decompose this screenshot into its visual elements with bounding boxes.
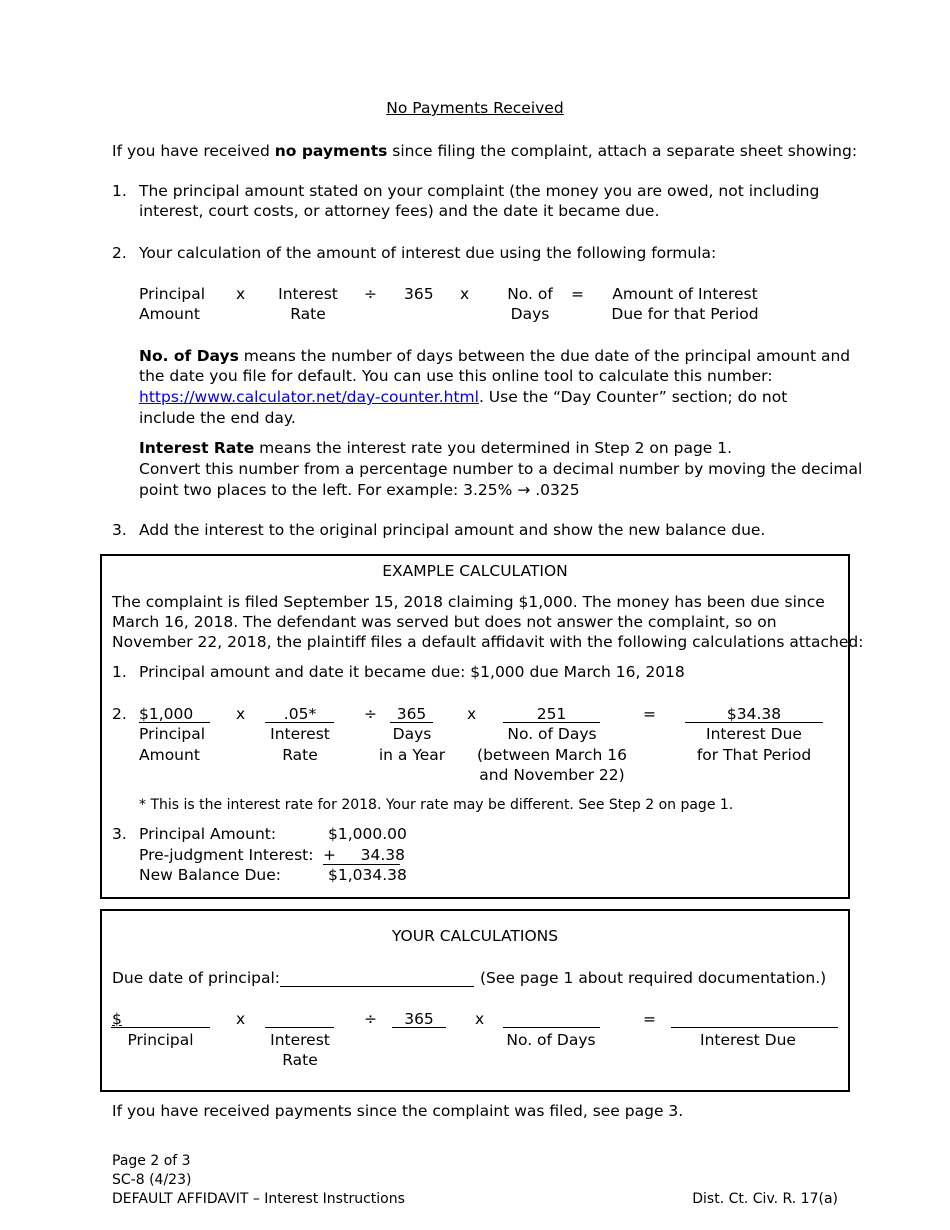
interest-rate-line [265,1027,334,1028]
formula-days-1: No. of [507,285,553,303]
rate-definition-line-1 [139,438,732,458]
example-principal-label-2: Amount [139,746,200,764]
formula-principal-1: Principal [139,285,206,303]
example-days-year-value: 365 [396,705,427,723]
days-definition-line-3 [139,387,787,407]
example-heading: EXAMPLE CALCULATION [382,562,568,580]
days-term: No. of Days [139,347,239,365]
example-para-line-1: The complaint is filed September 15, 2018 claiming $1,000. The money has been due since [112,593,825,611]
formula-divide: ÷ [364,285,377,303]
formula-result-2: Due for that Period [611,305,759,323]
new-balance-label: New Balance Due: [139,866,281,884]
example-step-3-number: 3. [112,825,127,843]
example-result-line [685,722,823,723]
example-rate-line [265,722,334,723]
your-times-1: x [236,1010,246,1028]
rate-def-text-1: means the interest rate you determined in Step 2 on page 1. [254,439,733,457]
step-3-number: 3. [112,521,127,539]
footer-form-number: SC-8 (4/23) [112,1172,192,1188]
example-result-value: $34.38 [726,705,782,723]
principal-amount-value: $1,000.00 [328,825,407,843]
interest-due-label: Interest Due [700,1031,796,1049]
example-principal-line [139,722,210,723]
due-date-note: (See page 1 about required documentation.) [480,969,827,987]
example-result-label-1: Interest Due [706,725,802,743]
example-days-year-label-1: Days [392,725,432,743]
step-3-text: Add the interest to the original principal amount and show the new balance due. [139,521,766,539]
example-rate-label-1: Interest [270,725,330,743]
formula-equals: = [571,285,584,303]
your-calculations-heading: YOUR CALCULATIONS [391,927,559,945]
no-of-days-label: No. of Days [506,1031,596,1049]
principal-amount-label: Principal Amount: [139,825,277,843]
due-date-label: Due date of principal: [112,969,281,987]
principal-line [111,1027,210,1028]
your-days-year-value: 365 [404,1010,434,1028]
days-def-text-1: means the number of days between the due date of the principal amount and [238,347,851,365]
example-rate-value: .05* [283,705,317,723]
interest-rate-label-2: Rate [282,1051,318,1069]
your-times-2: x [475,1010,485,1028]
example-step-1-number: 1. [112,663,127,681]
example-step-2-number: 2. [112,705,127,723]
example-times-1: x [236,705,246,723]
formula-365: 365 [404,285,434,303]
footer-doc-title: DEFAULT AFFIDAVIT – Interest Instructions [112,1191,405,1207]
intro-text [112,141,857,161]
day-counter-link[interactable]: https://www.calculator.net/day-counter.html [139,388,479,406]
example-days-value: 251 [536,705,567,723]
formula-days-2: Days [510,305,550,323]
example-times-2: x [467,705,477,723]
days-definition-line-4: include the end day. [139,409,296,427]
example-result-label-2: for That Period [696,746,812,764]
rate-definition-line-3: point two places to the left. For example: 3.25% → .0325 [139,481,580,499]
formula-times-1: x [236,285,246,303]
footer-rule: Dist. Ct. Civ. R. 17(a) [692,1191,838,1207]
example-days-label-3: and November 22) [479,766,625,784]
example-days-label-1: No. of Days [507,725,597,743]
example-days-label-2: (between March 16 [477,746,627,764]
payments-received-note: If you have received payments since the complaint was filed, see page 3. [112,1102,684,1120]
formula-rate-1: Interest [278,285,338,303]
formula-times-2: x [460,285,470,303]
example-days-year-line [390,722,433,723]
step-1-line-2: interest, court costs, or attorney fees) and the date it became due. [139,202,660,220]
principal-field[interactable] [124,1009,210,1029]
example-equals: = [643,705,656,723]
dollar-sign: $ [112,1010,122,1028]
new-balance-value: $1,034.38 [328,866,407,884]
interest-rate-field[interactable] [265,1009,334,1029]
example-step-1-text: Principal amount and date it became due: $1,000 due March 16, 2018 [139,663,685,681]
your-days-year-line [392,1027,446,1028]
step-2-text: Your calculation of the amount of interest due using the following formula: [139,244,717,262]
step-2-number: 2. [112,244,127,262]
example-days-line [503,722,600,723]
example-divide: ÷ [364,705,377,723]
example-rate-label-2: Rate [282,746,318,764]
example-days-year-label-2: in a Year [378,746,446,764]
footer-page-number: Page 2 of 3 [112,1153,191,1169]
interest-due-field[interactable] [671,1009,838,1029]
step-1-number: 1. [112,182,127,200]
rate-definition-line-2: Convert this number from a percentage number to a decimal number by moving the decimal [139,460,863,478]
rate-term: Interest Rate [139,439,255,457]
example-principal-label-1: Principal [139,725,206,743]
example-principal-value: $1,000 [139,705,194,723]
page-title: No Payments Received [386,99,564,117]
your-equals: = [643,1010,656,1028]
no-of-days-line [503,1027,600,1028]
prejudgment-interest-label: Pre-judgment Interest: [139,846,314,864]
your-divide: ÷ [364,1010,377,1028]
days-def-text-3: . Use the “Day Counter” section; do not [478,388,788,406]
days-definition-line-2: the date you file for default. You can use this online tool to calculate this number: [139,367,773,385]
intro-post: since filing the complaint, attach a separate sheet showing: [387,142,858,160]
intro-bold: no payments [274,142,388,160]
no-of-days-field[interactable] [503,1009,600,1029]
step-1-line-1: The principal amount stated on your complaint (the money you are owed, not including [139,182,820,200]
due-date-field[interactable] [280,968,474,988]
example-para-line-3: November 22, 2018, the plaintiff files a default affidavit with the following calculations attached: [112,633,864,651]
principal-label: Principal [127,1031,194,1049]
prejudgment-interest-value: + 34.38 [323,846,405,864]
formula-rate-2: Rate [290,305,326,323]
formula-result-1: Amount of Interest [612,285,758,303]
formula-principal-2: Amount [139,305,200,323]
due-date-line [280,986,474,987]
example-footnote: * This is the interest rate for 2018. Your rate may be different. See Step 2 on page 1. [139,797,734,813]
intro-pre: If you have received [112,142,275,160]
days-definition-line-1 [139,346,850,366]
interest-rate-label-1: Interest [270,1031,330,1049]
interest-due-line [671,1027,838,1028]
example-para-line-2: March 16, 2018. The defendant was served but does not answer the complaint, so on [112,613,777,631]
